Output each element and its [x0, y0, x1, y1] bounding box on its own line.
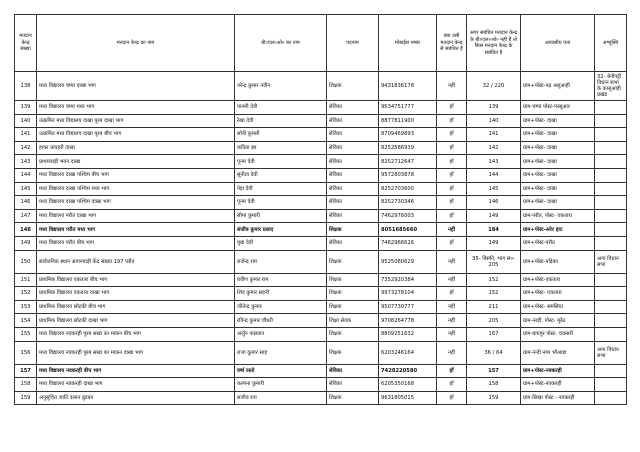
cell-designation: शिक्षक: [327, 72, 379, 101]
cell-remarks: [595, 114, 627, 128]
cell-is-local: हाँ: [437, 141, 467, 155]
header-remarks: अभ्युक्ति: [595, 15, 627, 72]
cell-address: ग्राम-नन्दी नगर भौआडा: [521, 341, 595, 364]
cell-designation: सेविका: [327, 114, 379, 128]
cell-address: ग्राम+पोस्ट-परौत: [521, 236, 595, 250]
cell-mobile: 9708264778: [379, 314, 437, 328]
cell-designation: शिक्षक: [327, 300, 379, 314]
cell-related-booth: 139: [467, 101, 521, 115]
cell-related-booth: 146: [467, 196, 521, 210]
cell-address: ग्राम+पोस्ट- दाखा: [521, 196, 595, 210]
cell-blo-name: पानमी देवी: [235, 101, 327, 115]
cell-booth-name: मध्य विद्यालय नवकरही दाखा भाग: [37, 378, 235, 392]
cell-mobile: 9973278104: [379, 287, 437, 301]
cell-address: ग्राम-चम्पा पोस्ट-परसूआर: [521, 101, 595, 115]
cell-mobile: 8252712647: [379, 155, 437, 169]
table-row: [15, 168, 627, 182]
cell-is-local: नहीं: [437, 273, 467, 287]
cell-blo-name: राजेन्द्र राम: [235, 250, 327, 273]
cell-booth-name: मध्य विद्यालय नवकरही पूरब सखा का माकन बीच भाग: [37, 327, 235, 341]
cell-designation: शिक्षक: [327, 327, 379, 341]
cell-booth-no: 154: [15, 314, 37, 328]
cell-is-local: हाँ: [437, 128, 467, 142]
cell-blo-name: शिव कुमार सहनी: [235, 287, 327, 301]
cell-related-booth: 141: [467, 128, 521, 142]
cell-booth-no: 157: [15, 364, 37, 378]
cell-designation: सेविका: [327, 378, 379, 392]
cell-booth-name: मध्य विद्यालय दाखा पश्चिम बीच भाग: [37, 168, 235, 182]
cell-booth-no: 158: [15, 378, 37, 392]
cell-remarks: [595, 141, 627, 155]
table-row: [15, 391, 627, 405]
cell-booth-name: उत्क्रमित मध्य विद्यालय दाखा पूरब बीच भाग: [37, 128, 235, 142]
cell-is-local: हाँ: [437, 168, 467, 182]
table-row: [15, 209, 627, 223]
cell-booth-no: 151: [15, 273, 37, 287]
cell-related-booth: 32 / 220: [467, 72, 521, 101]
header-blo-name: बी०एल०ओ० का नाम: [235, 15, 327, 72]
cell-booth-no: 148: [15, 223, 37, 237]
cell-related-booth: 184: [467, 223, 521, 237]
cell-is-local: हाँ: [437, 196, 467, 210]
cell-designation: सेविका: [327, 128, 379, 142]
cell-related-booth: 205: [467, 314, 521, 328]
table-row: [15, 327, 627, 341]
cell-remarks: [595, 196, 627, 210]
cell-designation: शिक्षक: [327, 250, 379, 273]
cell-address: ग्राम-छिखा पोस्ट - नवकरही: [521, 391, 595, 405]
cell-mobile: 8809251632: [379, 327, 437, 341]
cell-mobile: 6203246164: [379, 341, 437, 364]
cell-mobile: 8051685660: [379, 223, 437, 237]
cell-is-local: नहीं: [437, 300, 467, 314]
header-address: आवासीय पता: [521, 15, 595, 72]
cell-related-booth: 149: [467, 209, 521, 223]
cell-address: ग्राम+पोस्ट-नवकरही: [521, 364, 595, 378]
cell-mobile: 7462976003: [379, 209, 437, 223]
cell-related-booth: 159: [467, 391, 521, 405]
table-row: [15, 196, 627, 210]
cell-remarks: [595, 273, 627, 287]
cell-mobile: 6205350168: [379, 378, 437, 392]
cell-is-local: हाँ: [437, 364, 467, 378]
cell-remarks: [595, 378, 627, 392]
cell-remarks: अन्य विधान सभा: [595, 341, 627, 364]
table-row: [15, 364, 627, 378]
cell-mobile: 8252703600: [379, 182, 437, 196]
cell-designation: शिक्षक: [327, 287, 379, 301]
cell-blo-name: सीमा कुमारी: [235, 209, 327, 223]
cell-booth-name: मध्य विद्यालय चम्पा मध्य भाग: [37, 101, 235, 115]
cell-blo-name: प्रवीण कुमार राम: [235, 273, 327, 287]
cell-is-local: नहीं: [437, 72, 467, 101]
cell-related-booth: 167: [467, 327, 521, 341]
cell-designation: सेविका: [327, 141, 379, 155]
cell-is-local: हाँ: [437, 378, 467, 392]
cell-related-booth: 143: [467, 155, 521, 169]
cell-related-booth: 149: [467, 236, 521, 250]
cell-remarks: [595, 223, 627, 237]
cell-booth-no: 159: [15, 391, 37, 405]
booth-table-sheet: [14, 14, 626, 405]
table-header-row: [15, 15, 627, 72]
cell-is-local: नहीं: [437, 250, 467, 273]
cell-blo-name: पूनम देवी: [235, 155, 327, 169]
cell-designation: सेविका: [327, 182, 379, 196]
cell-related-booth: 144: [467, 168, 521, 182]
cell-related-booth: 211: [467, 300, 521, 314]
cell-blo-name: रविन्द्र कुमार चौधरी: [235, 314, 327, 328]
cell-remarks: [595, 314, 627, 328]
table-row: [15, 287, 627, 301]
cell-booth-name: मध्य विद्यालय दाखा पश्चिम मध्य भाग: [37, 182, 235, 196]
cell-booth-name: मध्य विद्यालय दाखा पश्चिम दाखा भाग: [37, 196, 235, 210]
cell-related-booth: 157: [467, 364, 521, 378]
cell-related-booth: 35- बिस्फी, भाग सं०- 205: [467, 250, 521, 273]
cell-mobile: 8252730346: [379, 196, 437, 210]
cell-is-local: हाँ: [437, 114, 467, 128]
cell-remarks: [595, 236, 627, 250]
cell-booth-name: प्राथमिक विद्यालय छोटकी बीच भाग: [37, 300, 235, 314]
cell-blo-name: राजा कुमार साह: [235, 341, 327, 364]
cell-is-local: हाँ: [437, 287, 467, 301]
header-booth-name: मतदान केन्द्र का नाम: [37, 15, 235, 72]
cell-address: ग्राम+पोस्ट- एकतारा: [521, 287, 595, 301]
cell-remarks: [595, 287, 627, 301]
cell-designation: सेविका: [327, 196, 379, 210]
cell-designation: शिक्षक: [327, 273, 379, 287]
cell-booth-no: 139: [15, 101, 37, 115]
cell-is-local: हाँ: [437, 209, 467, 223]
table-row: [15, 141, 627, 155]
cell-booth-no: 156: [15, 341, 37, 364]
table-row: [15, 250, 627, 273]
cell-mobile: 9631805015: [379, 391, 437, 405]
table-row: [15, 128, 627, 142]
cell-remarks: [595, 364, 627, 378]
cell-mobile: 8877811900: [379, 114, 437, 128]
cell-remarks: 32- बेनीपट्टी विधान सभा के कालुआही प्रखंड: [595, 72, 627, 101]
cell-is-local: हाँ: [437, 182, 467, 196]
booth-table: [14, 14, 627, 405]
cell-is-local: हाँ: [437, 236, 467, 250]
cell-related-booth: 36 / 64: [467, 341, 521, 364]
cell-mobile: 9572803878: [379, 168, 437, 182]
cell-blo-name: सजीव राय: [235, 391, 327, 405]
cell-booth-name: प्राथमिक विद्यालय एकतारा बीच भाग: [37, 273, 235, 287]
cell-mobile: 7462966626: [379, 236, 437, 250]
cell-blo-name: कविता झा: [235, 141, 327, 155]
cell-booth-name: प्राथमवाड़ी भवन दाखा: [37, 155, 235, 169]
cell-booth-name: हाका कचहरी दाखा: [37, 141, 235, 155]
cell-booth-name: उत्क्रमित मध्य विद्यालय दाखा पूरब दाखा भाग: [37, 114, 235, 128]
cell-address: ग्राम+पोस्ट-नवकरही: [521, 378, 595, 392]
cell-booth-name: अनुसूचित जाति दलान बुटबन: [37, 391, 235, 405]
header-booth-no: मतदान केन्द्र संख्या: [15, 15, 37, 72]
cell-address: ग्राम-बाघपुर पोस्ट- चकसरी: [521, 327, 595, 341]
cell-booth-no: 149: [15, 236, 37, 250]
cell-booth-name: मध्य विद्यालय परौत दाखा भाग: [37, 209, 235, 223]
cell-mobile: 7428220580: [379, 364, 437, 378]
cell-address: ग्राम+पोस्ट- दाखा: [521, 128, 595, 142]
cell-address: ग्राम+पोस्ट- समसिया: [521, 300, 595, 314]
cell-related-booth: 158: [467, 378, 521, 392]
cell-mobile: 8252586939: [379, 141, 437, 155]
table-body: [15, 72, 627, 405]
table-row: [15, 378, 627, 392]
cell-is-local: नहीं: [437, 314, 467, 328]
table-row: [15, 300, 627, 314]
cell-blo-name: मुन्ना देवी: [235, 236, 327, 250]
cell-address: ग्राम+पोस्ट- दाखा: [521, 141, 595, 155]
cell-remarks: [595, 327, 627, 341]
cell-blo-name: वर्षा रस्तो: [235, 364, 327, 378]
cell-designation: सेविका: [327, 101, 379, 115]
cell-blo-name: नरेन्द्र कुमार नवीन: [235, 72, 327, 101]
cell-booth-no: 143: [15, 155, 37, 169]
table-row: [15, 155, 627, 169]
cell-remarks: [595, 391, 627, 405]
cell-booth-no: 146: [15, 196, 37, 210]
header-designation: पदनाम: [327, 15, 379, 72]
table-row: [15, 72, 627, 101]
cell-booth-no: 142: [15, 141, 37, 155]
cell-is-local: नहीं: [437, 223, 467, 237]
cell-designation: शिक्षा सेवक: [327, 314, 379, 328]
cell-booth-name: मध्य विद्यालय नवकरही बीच भाग: [37, 364, 235, 378]
cell-booth-no: 155: [15, 327, 37, 341]
cell-remarks: [595, 209, 627, 223]
cell-booth-no: 140: [15, 114, 37, 128]
cell-booth-no: 150: [15, 250, 37, 273]
cell-booth-no: 147: [15, 209, 37, 223]
header-is-local: क्या उसी मतदान केन्द्र से संबंधित है: [437, 15, 467, 72]
cell-address: ग्राम+पोस्ट- दाखा: [521, 114, 595, 128]
cell-related-booth: 152: [467, 287, 521, 301]
table-row: [15, 236, 627, 250]
cell-mobile: 7352920384: [379, 273, 437, 287]
cell-is-local: हाँ: [437, 101, 467, 115]
cell-booth-name: मध्य विद्यालय परौत मध्य भाग: [37, 223, 235, 237]
cell-remarks: [595, 101, 627, 115]
cell-remarks: [595, 182, 627, 196]
cell-designation: सेविका: [327, 236, 379, 250]
cell-mobile: 9507730777: [379, 300, 437, 314]
cell-blo-name: सोनी कुमारी: [235, 128, 327, 142]
cell-booth-name: सार्वजनिक स्थान आगनवाड़ी केंद्र संख्या 197 परौत: [37, 250, 235, 273]
cell-booth-no: 141: [15, 128, 37, 142]
cell-booth-name: मध्य विद्यालय चम्पा दाखा भाग: [37, 72, 235, 101]
cell-address: ग्राम+पोस्ट- दाखा: [521, 168, 595, 182]
header-mobile: मोबाईल नम्बर: [379, 15, 437, 72]
cell-blo-name: पूनम देवी: [235, 196, 327, 210]
cell-blo-name: अर्जुन पासवान: [235, 327, 327, 341]
cell-is-local: नहीं: [437, 341, 467, 364]
table-row: [15, 223, 627, 237]
cell-booth-name: मध्य विद्यालय नवकरही पूरब सखा का माकन दाखा भाग: [37, 341, 235, 364]
cell-blo-name: नेहा देवी: [235, 182, 327, 196]
table-row: [15, 341, 627, 364]
cell-address: ग्राम-नरही, पोस्ट- मुरेठ: [521, 314, 595, 328]
cell-blo-name: जीतेन्द्र कुमार: [235, 300, 327, 314]
cell-mobile: 8709469893: [379, 128, 437, 142]
cell-address: ग्राम+पोस्ट- दाखा: [521, 155, 595, 169]
cell-booth-no: 144: [15, 168, 37, 182]
cell-designation: सेविका: [327, 155, 379, 169]
cell-related-booth: 140: [467, 114, 521, 128]
cell-address: ग्राम+पोस्ट- दाखा: [521, 182, 595, 196]
cell-blo-name: संजीव कुमार प्रसाद: [235, 223, 327, 237]
cell-designation: शिक्षक: [327, 341, 379, 364]
cell-remarks: [595, 128, 627, 142]
cell-booth-no: 138: [15, 72, 37, 101]
cell-related-booth: 152: [467, 273, 521, 287]
cell-designation: शिक्षक: [327, 223, 379, 237]
cell-blo-name: रेखा देवी: [235, 114, 327, 128]
cell-remarks: [595, 168, 627, 182]
cell-remarks: [595, 300, 627, 314]
cell-booth-no: 152: [15, 287, 37, 301]
cell-related-booth: 145: [467, 182, 521, 196]
cell-mobile: 9431836178: [379, 72, 437, 101]
cell-designation: सेविका: [327, 168, 379, 182]
cell-address: ग्राम+पोस्ट-गढ़ अलुआही: [521, 72, 595, 101]
table-row: [15, 101, 627, 115]
cell-is-local: हाँ: [437, 155, 467, 169]
cell-booth-name: प्राथमिक विद्यालय छोटकी दाखा भाग: [37, 314, 235, 328]
cell-mobile: 9534751777: [379, 101, 437, 115]
cell-booth-no: 153: [15, 300, 37, 314]
cell-address: ग्राम+पोस्ट-अरेर हाट: [521, 223, 595, 237]
cell-blo-name: कल्पना कुमारी: [235, 378, 327, 392]
cell-remarks: अन्य विधान सभा: [595, 250, 627, 273]
cell-booth-name: प्राथमिक विद्यालय एकतारा दाखा भाग: [37, 287, 235, 301]
cell-blo-name: सुनीता देवी: [235, 168, 327, 182]
table-row: [15, 182, 627, 196]
header-related-booth: अगर संबंधित मतदान केन्द्र के बी०एल०ओ० नहीं हैं तो किस मतदान केन्द्र के संबंधित है: [467, 15, 521, 72]
cell-designation: शिक्षक: [327, 391, 379, 405]
cell-address: ग्राम+पोस्ट-एकतारा: [521, 273, 595, 287]
cell-address: ग्राम+पोस्ट-पड़िका: [521, 250, 595, 273]
table-row: [15, 114, 627, 128]
cell-booth-no: 145: [15, 182, 37, 196]
cell-related-booth: 142: [467, 141, 521, 155]
cell-designation: सेविका: [327, 364, 379, 378]
cell-booth-name: मध्य विद्यालय परौत बीच भाग: [37, 236, 235, 250]
cell-designation: सेविका: [327, 209, 379, 223]
table-row: [15, 314, 627, 328]
cell-address: ग्राम-परौत, पोस्ट- एकतारा: [521, 209, 595, 223]
cell-mobile: 9525080629: [379, 250, 437, 273]
cell-is-local: हाँ: [437, 391, 467, 405]
cell-remarks: [595, 155, 627, 169]
cell-is-local: नहीं: [437, 327, 467, 341]
table-row: [15, 273, 627, 287]
